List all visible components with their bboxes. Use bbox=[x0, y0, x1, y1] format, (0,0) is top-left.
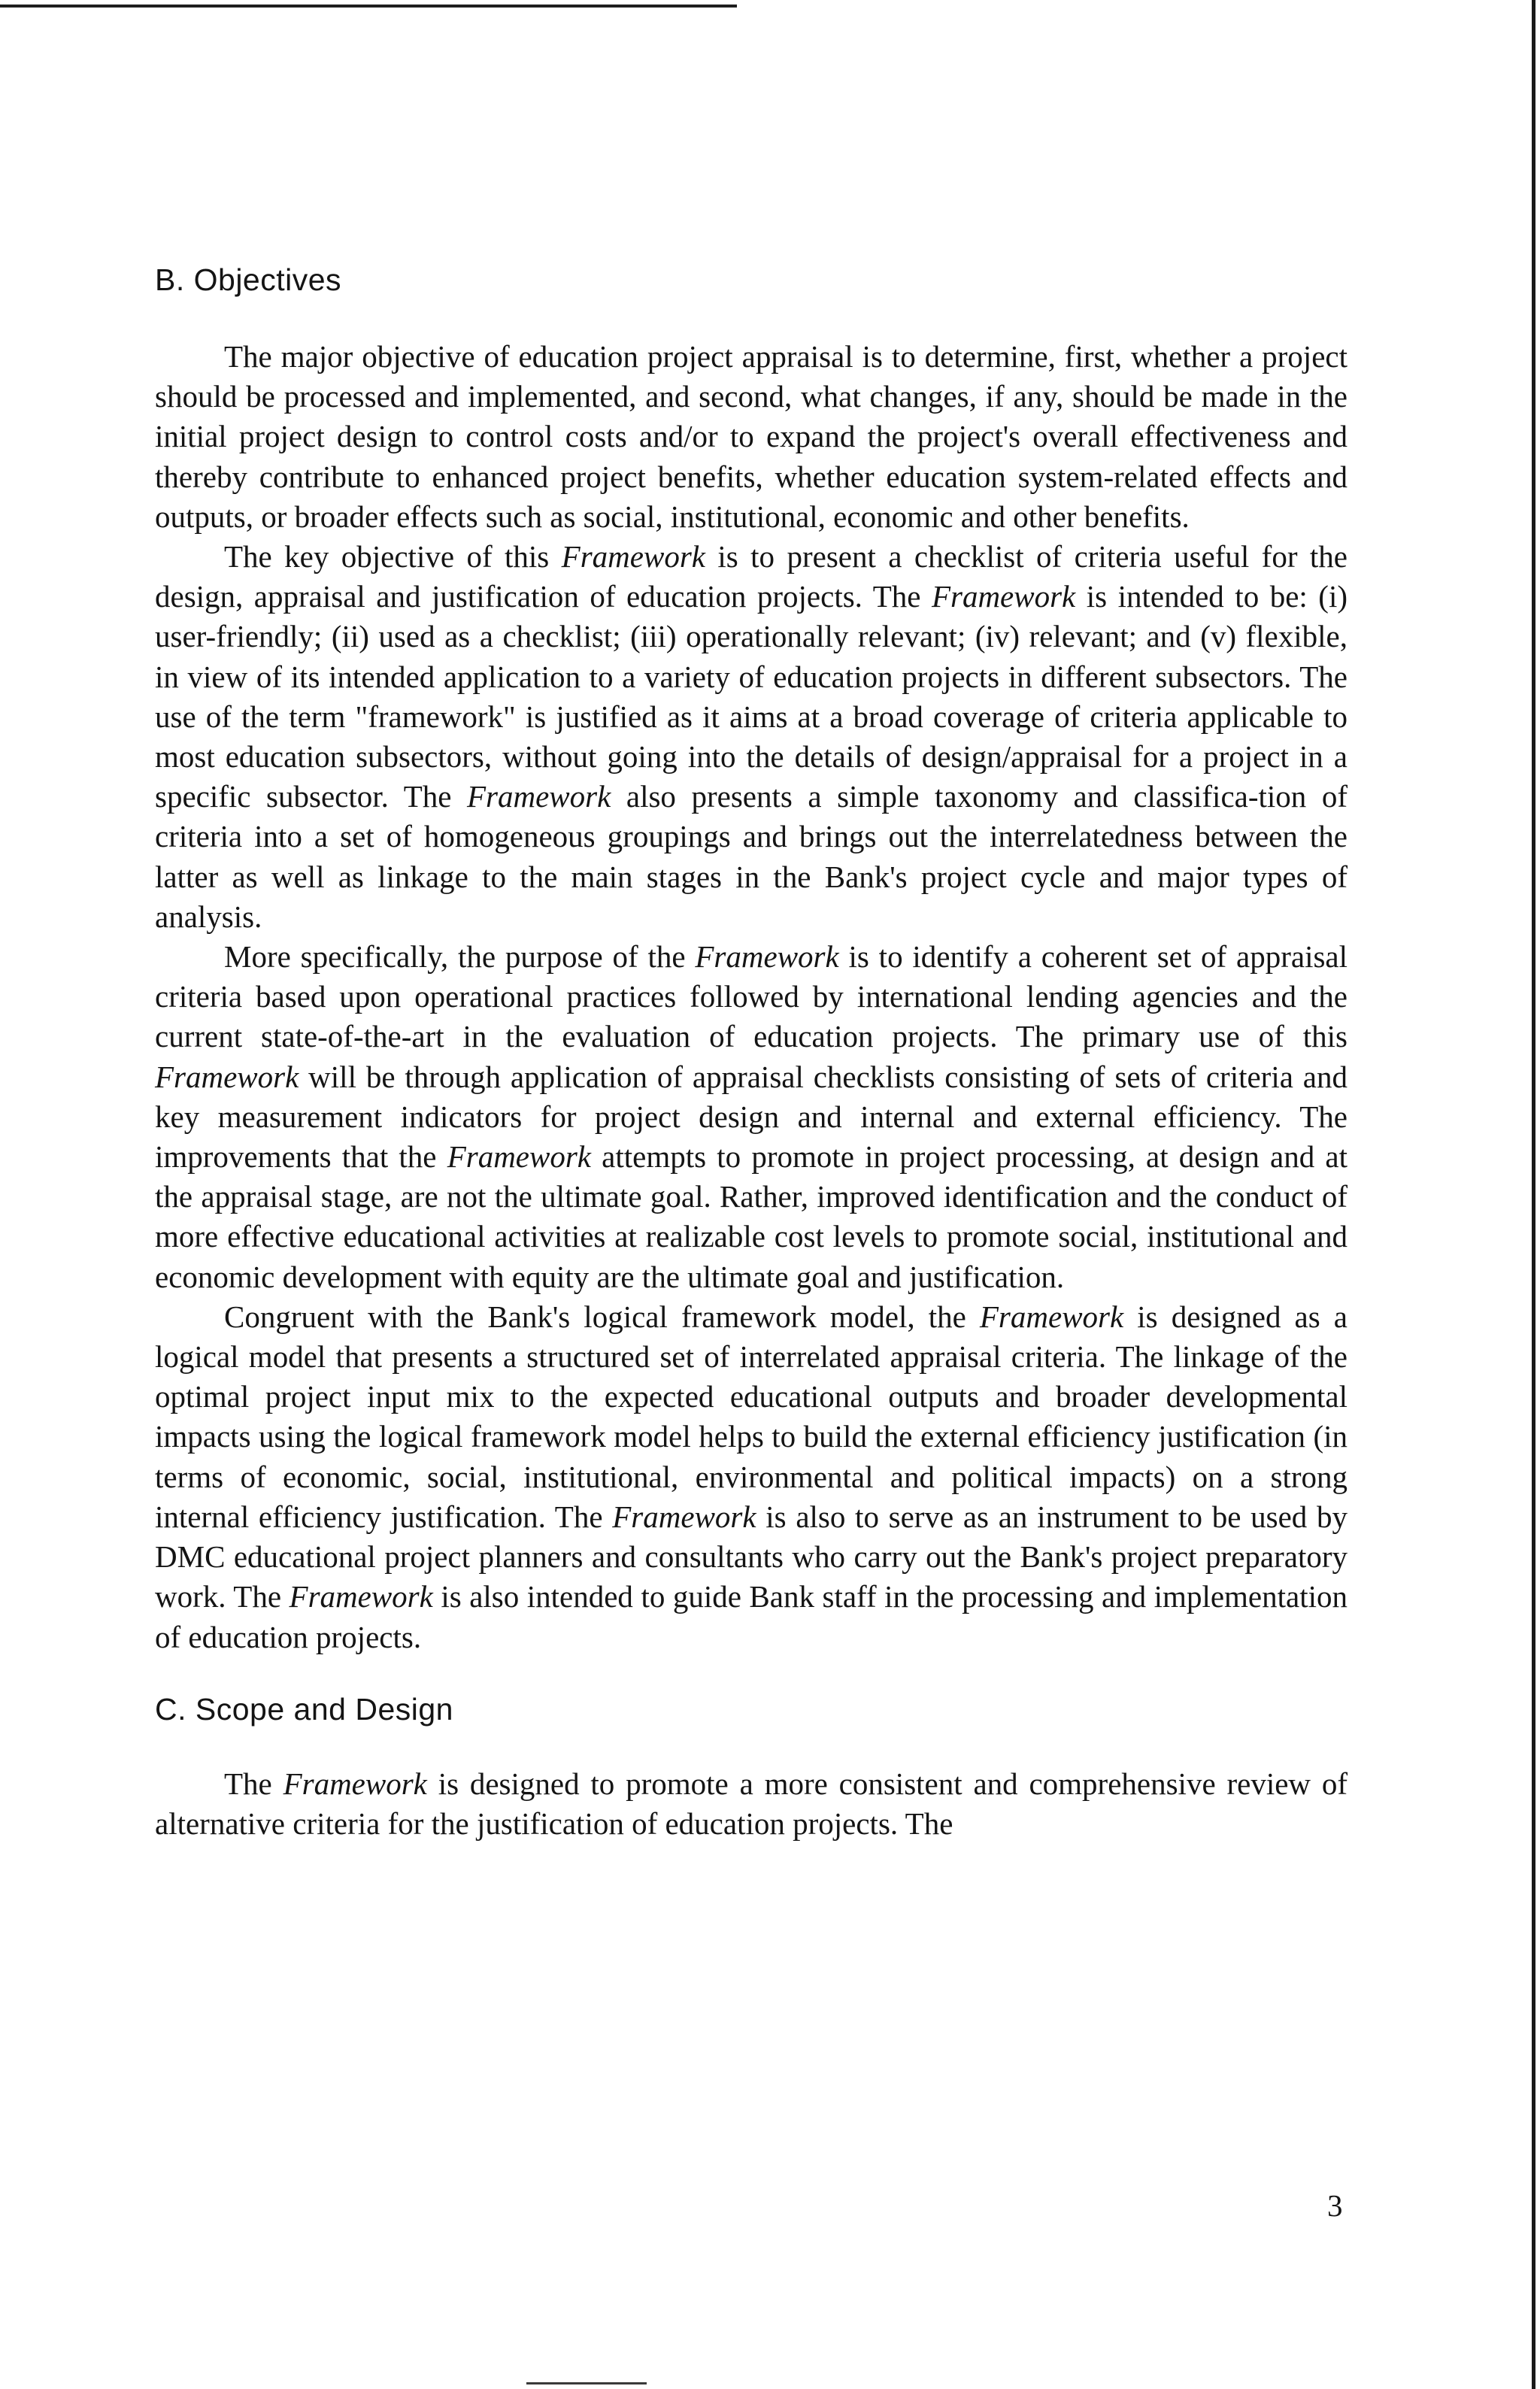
italic-term: Framework bbox=[283, 1766, 427, 1801]
section-b-paragraph bbox=[155, 1297, 1348, 1657]
text-run: is designed as a logical model that presents a structured set of interrelated appraisal criteria. The linkage of the optimal project input mix to the expected educational outputs and broader developmental impacts using the logical framework model helps to build the external efficiency justification (in terms of economic, social, institutional, environmental and political impacts) on a strong internal efficiency justification. The bbox=[155, 1299, 1348, 1534]
text-run: is to identify a coherent set of appraisal criteria based upon operational practices followed by international lending agencies and the current state-of-the-art in the evaluation of education projects. The primary use of this bbox=[155, 939, 1348, 1054]
text-run: is also to serve as an instrument to be used by DMC educational project planners and consultants who carry out the Bank's project preparatory work. The bbox=[155, 1499, 1348, 1614]
section-b-paragraph bbox=[155, 937, 1348, 1297]
scan-right-edge-line bbox=[1532, 0, 1535, 2389]
italic-term: Framework bbox=[155, 1059, 299, 1094]
section-b-paragraph bbox=[155, 337, 1348, 537]
text-run: also presents a simple taxonomy and classifica-tion of criteria into a set of homogeneous groupings and brings out the interrelatedness between the latter as well as linkage to the main stages in the Bank's project cycle and major types of analysis. bbox=[155, 779, 1348, 934]
scan-bottom-edge-mark bbox=[526, 2382, 647, 2384]
italic-term: Framework bbox=[289, 1579, 433, 1614]
page-number: 3 bbox=[1327, 2188, 1343, 2223]
text-run: is intended to be: (i) user-friendly; (ii) used as a checklist; (iii) operationally relevant; (iv) relevant; and (v) flexible, in view of its intended application to a variety of education projects in different subsectors. The use of the term "framework" is justified as it aims at a broad coverage of criteria applicable to most education subsectors, without going into the details of design/appraisal for a project in a specific subsector. The bbox=[155, 579, 1348, 814]
text-run: is to present a checklist of criteria useful for the design, appraisal and justification of education projects. The bbox=[155, 539, 1348, 614]
italic-term: Framework bbox=[931, 579, 1076, 614]
scan-top-edge-line bbox=[0, 5, 737, 8]
text-run: is designed to promote a more consistent and comprehensive review of alternative criteria for the justification of education projects. The bbox=[155, 1766, 1348, 1841]
page-body bbox=[155, 259, 1348, 1844]
text-run: will be through application of appraisal checklists consisting of sets of criteria and key measurement indicators for project design and internal and external efficiency. The improvements that the bbox=[155, 1059, 1348, 1175]
text-run: More specifically, the purpose of the bbox=[224, 939, 696, 975]
text-run: The bbox=[224, 1766, 283, 1801]
text-run: The major objective of education project appraisal is to determine, first, whether a project should be processed and implemented, and second, what changes, if any, should be made in the initial project design to control costs and/or to expand the project's overall effectiveness and thereby contribute to enhanced project benefits, whether education system-related effects and outputs, or broader effects such as social, institutional, economic and other benefits. bbox=[155, 339, 1348, 534]
section-b-heading: B. Objectives bbox=[155, 262, 342, 297]
section-c-heading: C. Scope and Design bbox=[155, 1691, 453, 1727]
text-run: is also intended to guide Bank staff in the processing and implementation of education projects. bbox=[155, 1579, 1348, 1654]
section-c-paragraph bbox=[155, 1764, 1348, 1844]
italic-term: Framework bbox=[561, 539, 705, 575]
italic-term: Framework bbox=[612, 1499, 756, 1534]
text-run: attempts to promote in project processing, at design and at the appraisal stage, are not the ultimate goal. Rather, improved identification and the conduct of more effective educational activities at realizable cost levels to promote social, institutional and economic development with equity are the ultimate goal and justification. bbox=[155, 1139, 1348, 1294]
italic-term: Framework bbox=[979, 1299, 1124, 1334]
italic-term: Framework bbox=[467, 779, 611, 814]
italic-term: Framework bbox=[695, 939, 839, 975]
text-run: Congruent with the Bank's logical framework model, the bbox=[224, 1299, 980, 1334]
text-run: The key objective of this bbox=[224, 539, 562, 575]
section-b-paragraph bbox=[155, 537, 1348, 937]
italic-term: Framework bbox=[447, 1139, 591, 1175]
